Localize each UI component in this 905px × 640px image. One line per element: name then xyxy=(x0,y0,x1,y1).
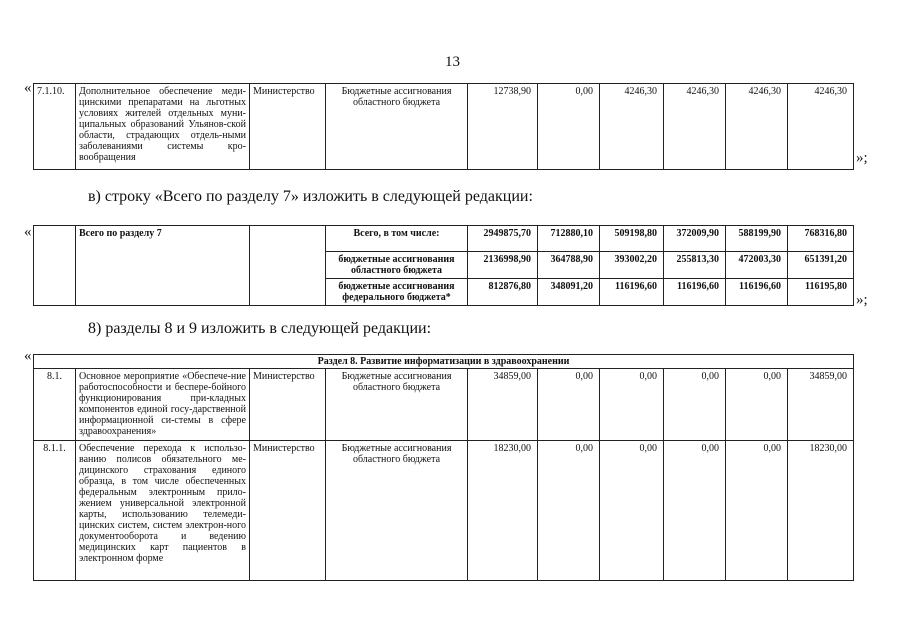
value-cell: 116196,60 xyxy=(726,279,788,306)
row-description: Дополнительное обеспечение меди-цинскими препаратами на льготных условиях жителей отдельных муни-ципальных образований Ульянов-ской области, страдающих отдель-ными заболеваниями системы кро-вообращения xyxy=(76,84,250,170)
value-cell: 34859,00 xyxy=(788,369,854,441)
value-cell: 34859,00 xyxy=(468,369,538,441)
value-cell: 0,00 xyxy=(664,441,726,581)
section-title: Раздел 8. Развитие информатизации в здравоохранении xyxy=(34,355,854,369)
value-cell: 768316,80 xyxy=(788,226,854,252)
value-cell: 4246,30 xyxy=(600,84,664,170)
value-cell: 4246,30 xyxy=(664,84,726,170)
row-funding-source: Бюджетные ассигнования областного бюджета xyxy=(326,369,468,441)
value-cell: 255813,30 xyxy=(664,252,726,279)
value-cell: 0,00 xyxy=(538,369,600,441)
row-number: 8.1. xyxy=(34,369,76,441)
value-cell: 0,00 xyxy=(600,369,664,441)
value-cell: 116196,60 xyxy=(600,279,664,306)
row-funding-source: Бюджетные ассигнования областного бюджета xyxy=(326,84,468,170)
regional-budget-source: бюджетные ассигнования областного бюджета xyxy=(326,252,468,279)
value-cell: 372009,90 xyxy=(664,226,726,252)
value-cell: 393002,20 xyxy=(600,252,664,279)
row-number: 8.1.1. xyxy=(34,441,76,581)
value-cell: 472003,30 xyxy=(726,252,788,279)
value-cell: 509198,80 xyxy=(600,226,664,252)
table-section-8 xyxy=(33,354,854,581)
empty-cell xyxy=(250,226,326,306)
empty-cell xyxy=(34,226,76,306)
value-cell: 116196,60 xyxy=(664,279,726,306)
open-quote-3: « xyxy=(24,348,32,364)
value-cell: 4246,30 xyxy=(726,84,788,170)
open-quote-2: « xyxy=(24,224,32,240)
row-description: Обеспечение перехода к использо-ванию полисов обязательного ме-дицинского страхования единого образца, в том числе обеспеченных федеральным электронным прило-жением универсальной электронной карты, использованию телемеди-цинских систем, систем электрон-ного документооборота и ведению медицинских карт пациентов в электронном форме xyxy=(76,441,250,581)
row-executor: Министерство xyxy=(250,84,326,170)
table-row-7-1-10 xyxy=(33,83,854,170)
row-funding-source: Бюджетные ассигнования областного бюджета xyxy=(326,441,468,581)
value-cell: 0,00 xyxy=(538,84,600,170)
row-number: 7.1.10. xyxy=(34,84,76,170)
value-cell: 712880,10 xyxy=(538,226,600,252)
row-executor: Министерство xyxy=(250,369,326,441)
value-cell: 0,00 xyxy=(664,369,726,441)
open-quote-1: « xyxy=(24,80,32,96)
value-cell: 0,00 xyxy=(726,441,788,581)
value-cell: 12738,90 xyxy=(468,84,538,170)
value-cell: 0,00 xyxy=(600,441,664,581)
value-cell: 2949875,70 xyxy=(468,226,538,252)
value-cell: 4246,30 xyxy=(788,84,854,170)
value-cell: 364788,90 xyxy=(538,252,600,279)
close-quote-1: »; xyxy=(856,150,868,166)
value-cell: 18230,00 xyxy=(468,441,538,581)
row-executor: Министерство xyxy=(250,441,326,581)
value-cell: 588199,90 xyxy=(726,226,788,252)
value-cell: 2136998,90 xyxy=(468,252,538,279)
value-cell: 0,00 xyxy=(538,441,600,581)
instruction-paragraph-8: 8) разделы 8 и 9 изложить в следующей редакции: xyxy=(88,320,432,337)
close-quote-2: »; xyxy=(856,292,868,308)
total-source: Всего, в том числе: xyxy=(326,226,468,252)
page-number: 13 xyxy=(445,54,460,70)
value-cell: 116195,80 xyxy=(788,279,854,306)
value-cell: 18230,00 xyxy=(788,441,854,581)
total-label: Всего по разделу 7 xyxy=(76,226,250,306)
row-description: Основное мероприятие «Обеспече-ние работоспособности и беспере-бойного функционирования при-кладных компонентов единой госу-дарственной информационной си-стемы в сфере здравоохранения» xyxy=(76,369,250,441)
value-cell: 348091,20 xyxy=(538,279,600,306)
federal-budget-source: бюджетные ассигнования федерального бюджета* xyxy=(326,279,468,306)
instruction-paragraph-v: в) строку «Всего по разделу 7» изложить в следующей редакции: xyxy=(88,188,533,205)
value-cell: 651391,20 xyxy=(788,252,854,279)
table-total-section-7 xyxy=(33,225,854,306)
value-cell: 0,00 xyxy=(726,369,788,441)
value-cell: 812876,80 xyxy=(468,279,538,306)
